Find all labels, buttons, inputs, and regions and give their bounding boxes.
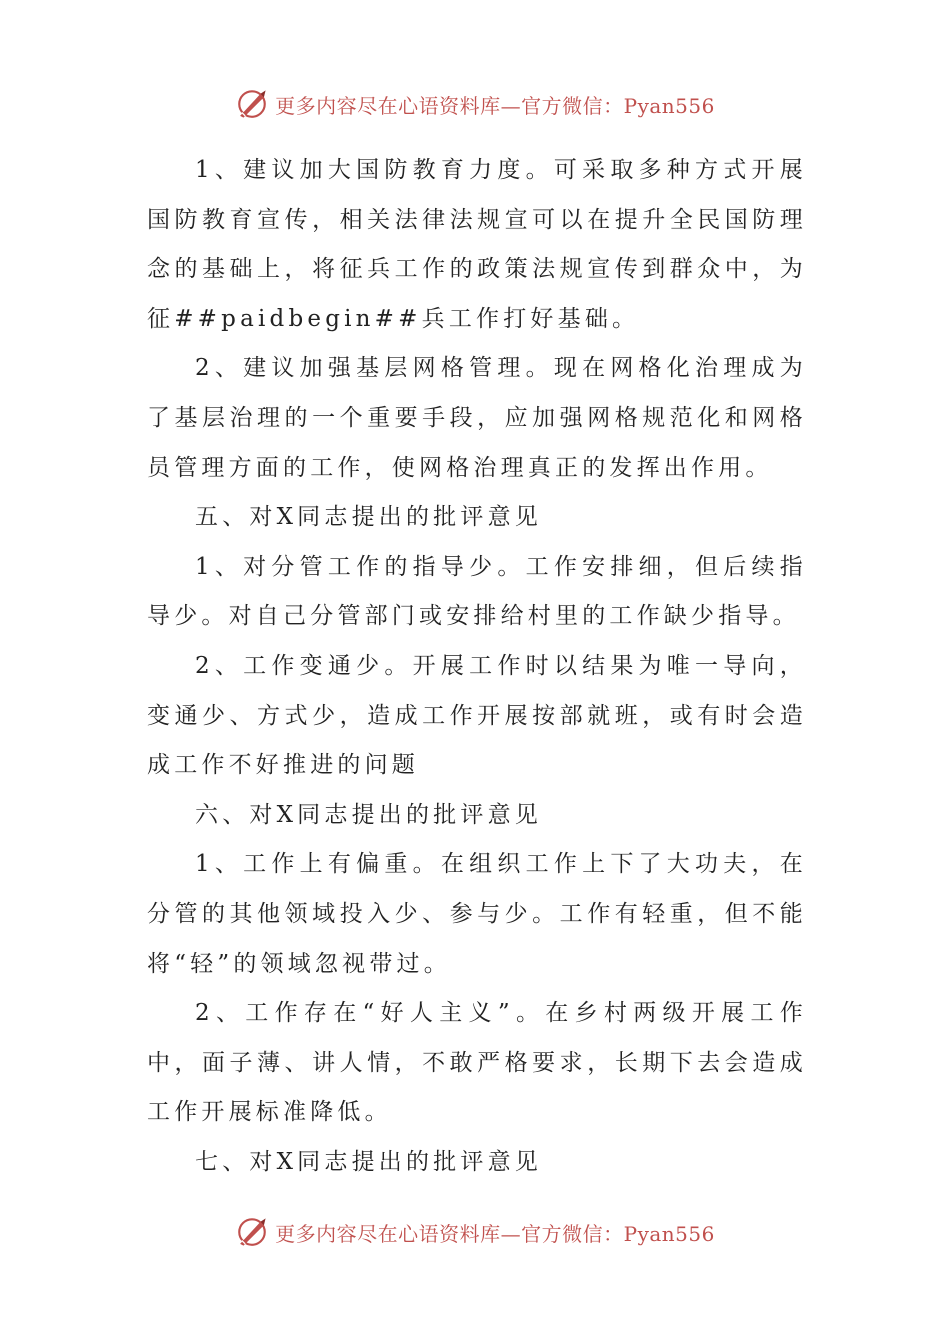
paragraph: 2、工作变通少。开展工作时以结果为唯一导向，变通少、方式少，造成工作开展按部就班，或有时会造成工作不好推进的问题 xyxy=(147,652,807,779)
paragraph: 1、工作上有偏重。在组织工作上下了大功夫，在分管的其他领域投入少、参与少。工作有轻重，但不能将“轻”的领域忽视带过。 xyxy=(147,851,807,977)
paragraph: 1、建议加大国防教育力度。可采取多种方式开展国防教育宣传，相关法律法规宣可以在提升全民国防理念的基础上，将征兵工作的政策法规宣传到群众中，为征##paidbegin##兵工作打好基础。 xyxy=(147,157,807,332)
banner-text: 更多内容尽在心语资料库—官方微信：Pyan556 xyxy=(275,1221,715,1246)
section-heading: 六、对X同志提出的批评意见 xyxy=(195,801,542,828)
footer-banner xyxy=(0,1212,950,1252)
pen-nib-logo-icon xyxy=(235,1215,269,1249)
document-body xyxy=(147,146,807,1187)
header-banner xyxy=(0,84,950,124)
paragraph: 2、建议加强基层网格管理。现在网格化治理成为了基层治理的一个重要手段，应加强网格规范化和网格员管理方面的工作，使网格治理真正的发挥出作用。 xyxy=(147,355,807,481)
paragraph: 1、对分管工作的指导少。工作安排细，但后续指导少。对自己分管部门或安排给村里的工作缺少指导。 xyxy=(147,553,807,630)
pen-nib-logo-icon xyxy=(235,87,269,121)
section-heading: 五、对X同志提出的批评意见 xyxy=(195,504,542,531)
banner-text: 更多内容尽在心语资料库—官方微信：Pyan556 xyxy=(275,93,715,118)
section-heading: 七、对X同志提出的批评意见 xyxy=(195,1148,542,1175)
paragraph: 2、工作存在“好人主义”。在乡村两级开展工作中，面子薄、讲人情，不敢严格要求，长期下去会造成工作开展标准降低。 xyxy=(147,1000,807,1126)
